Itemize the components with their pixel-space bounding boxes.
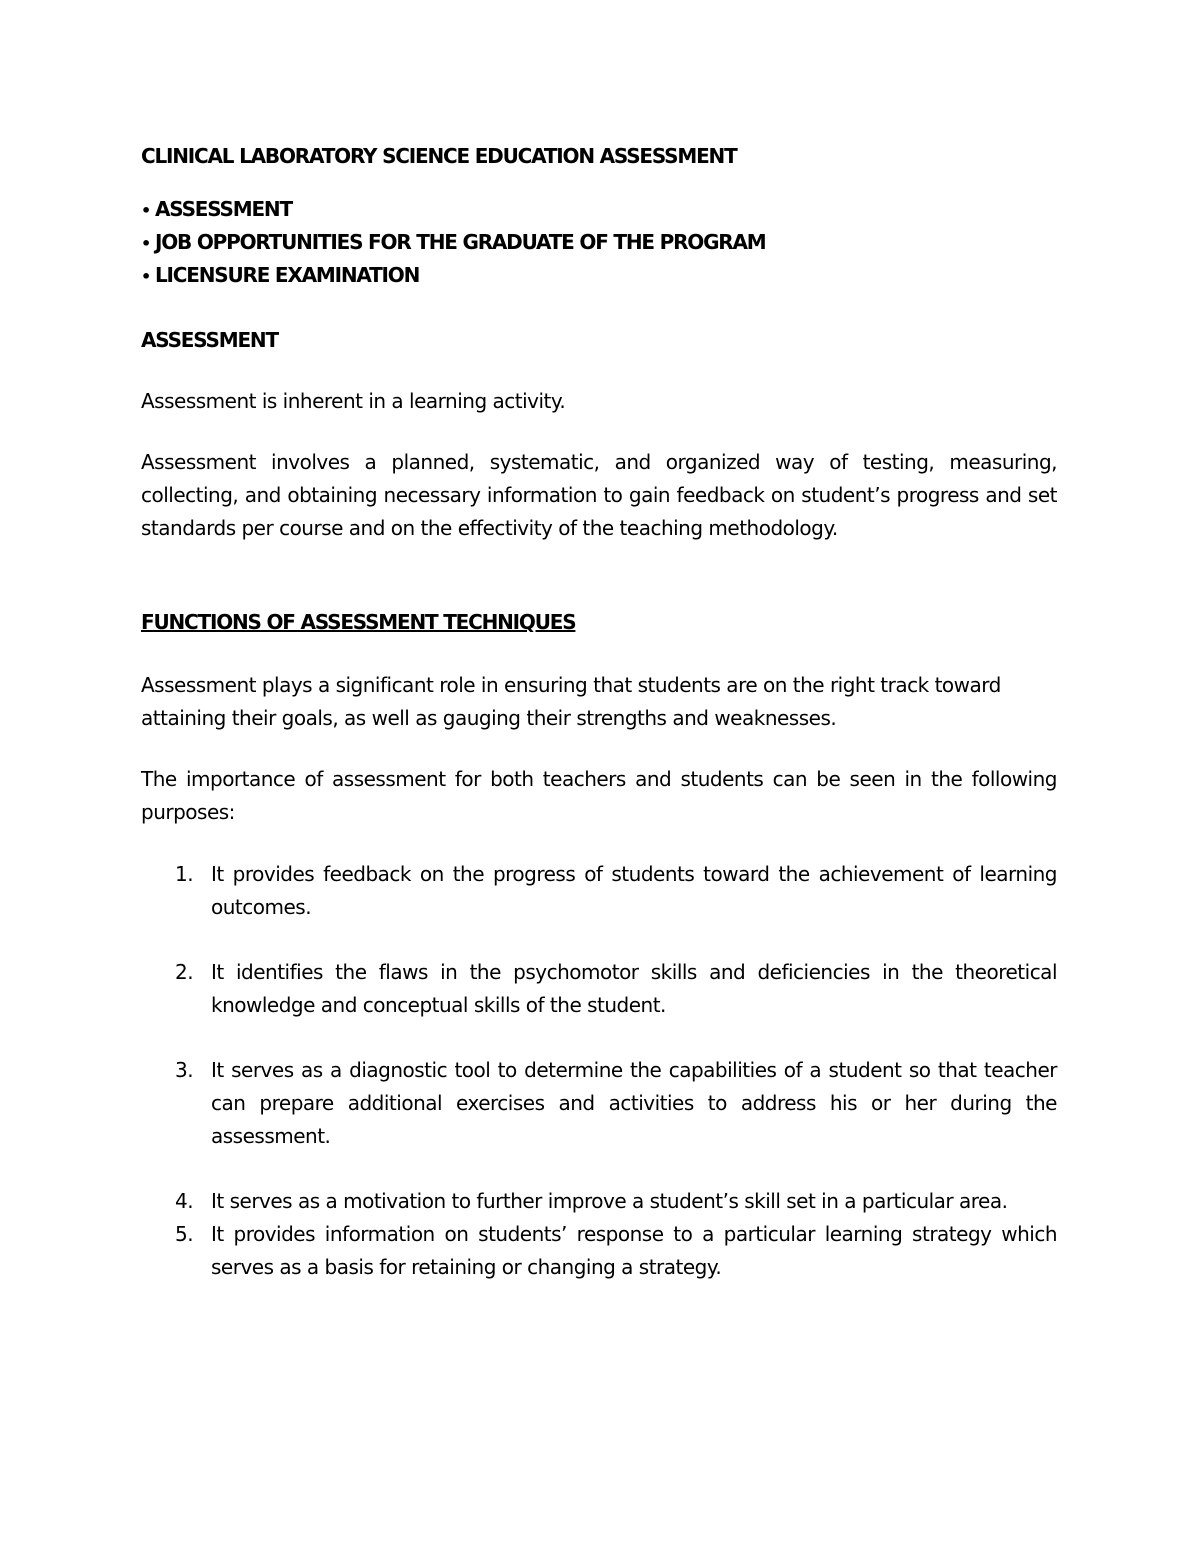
document-title: CLINICAL LABORATORY SCIENCE EDUCATION ASSESSMENT (141, 144, 737, 168)
assessment-paragraph: Assessment is inherent in a learning activity. (141, 389, 566, 413)
topic-item (141, 259, 1057, 292)
functions-paragraph-line: Assessment plays a significant role in ensuring that students are on the right track toward (141, 673, 1001, 697)
item-text: It provides information on students’ response to a particular learning strategy which serves as a basis for retaining or changing a strategy. (211, 1222, 1057, 1279)
purposes-intro: The importance of assessment for both teachers and students can be seen in the following purposes: (141, 767, 1057, 824)
topic-item (141, 193, 1057, 226)
item-number: 2. (175, 960, 194, 984)
document-page (141, 140, 1057, 1284)
topic-label: LICENSURE EXAMINATION (155, 263, 420, 287)
functions-heading: FUNCTIONS OF ASSESSMENT TECHNIQUES (141, 610, 576, 634)
list-item (141, 1185, 1057, 1218)
list-item (141, 956, 1057, 1022)
assessment-heading: ASSESSMENT (141, 328, 278, 352)
item-number-cell (141, 858, 211, 924)
item-number: 4. (175, 1189, 194, 1213)
item-number-cell (141, 956, 211, 1022)
list-item (141, 1218, 1057, 1284)
item-text: It identifies the flaws in the psychomotor skills and deficiencies in the theoretical knowledge and conceptual skills of the student. (211, 960, 1057, 1017)
purposes-list (141, 858, 1057, 1284)
item-text: It provides feedback on the progress of students toward the achievement of learning outcomes. (211, 862, 1057, 919)
topic-label: ASSESSMENT (155, 197, 292, 221)
item-number: 1. (175, 862, 194, 886)
item-number: 3. (175, 1058, 194, 1082)
bullet-icon: • (141, 234, 151, 253)
list-item (141, 1054, 1057, 1153)
bullet-icon: • (141, 267, 151, 286)
assessment-paragraph: Assessment involves a planned, systematic, and organized way of testing, measuring, collecting, and obtaining necessary information to gain feedback on student’s progress and set standards per course and on the effectivity of the teaching methodology. (141, 450, 1057, 540)
list-item (141, 858, 1057, 924)
item-number: 5. (175, 1222, 194, 1246)
item-number-cell (141, 1054, 211, 1153)
bullet-icon: • (141, 201, 151, 220)
item-number-cell (141, 1185, 211, 1218)
item-number-cell (141, 1218, 211, 1284)
topic-item (141, 226, 1057, 259)
topic-label: JOB OPPORTUNITIES FOR THE GRADUATE OF THE PROGRAM (155, 230, 766, 254)
functions-paragraph (141, 669, 1057, 735)
item-text: It serves as a motivation to further improve a student’s skill set in a particular area. (211, 1189, 1008, 1213)
topic-list (141, 193, 1057, 292)
item-text: It serves as a diagnostic tool to determine the capabilities of a student so that teacher can prepare additional exercises and activities to address his or her during the assessment. (211, 1058, 1057, 1148)
functions-paragraph-line: attaining their goals, as well as gauging their strengths and weaknesses. (141, 706, 837, 730)
